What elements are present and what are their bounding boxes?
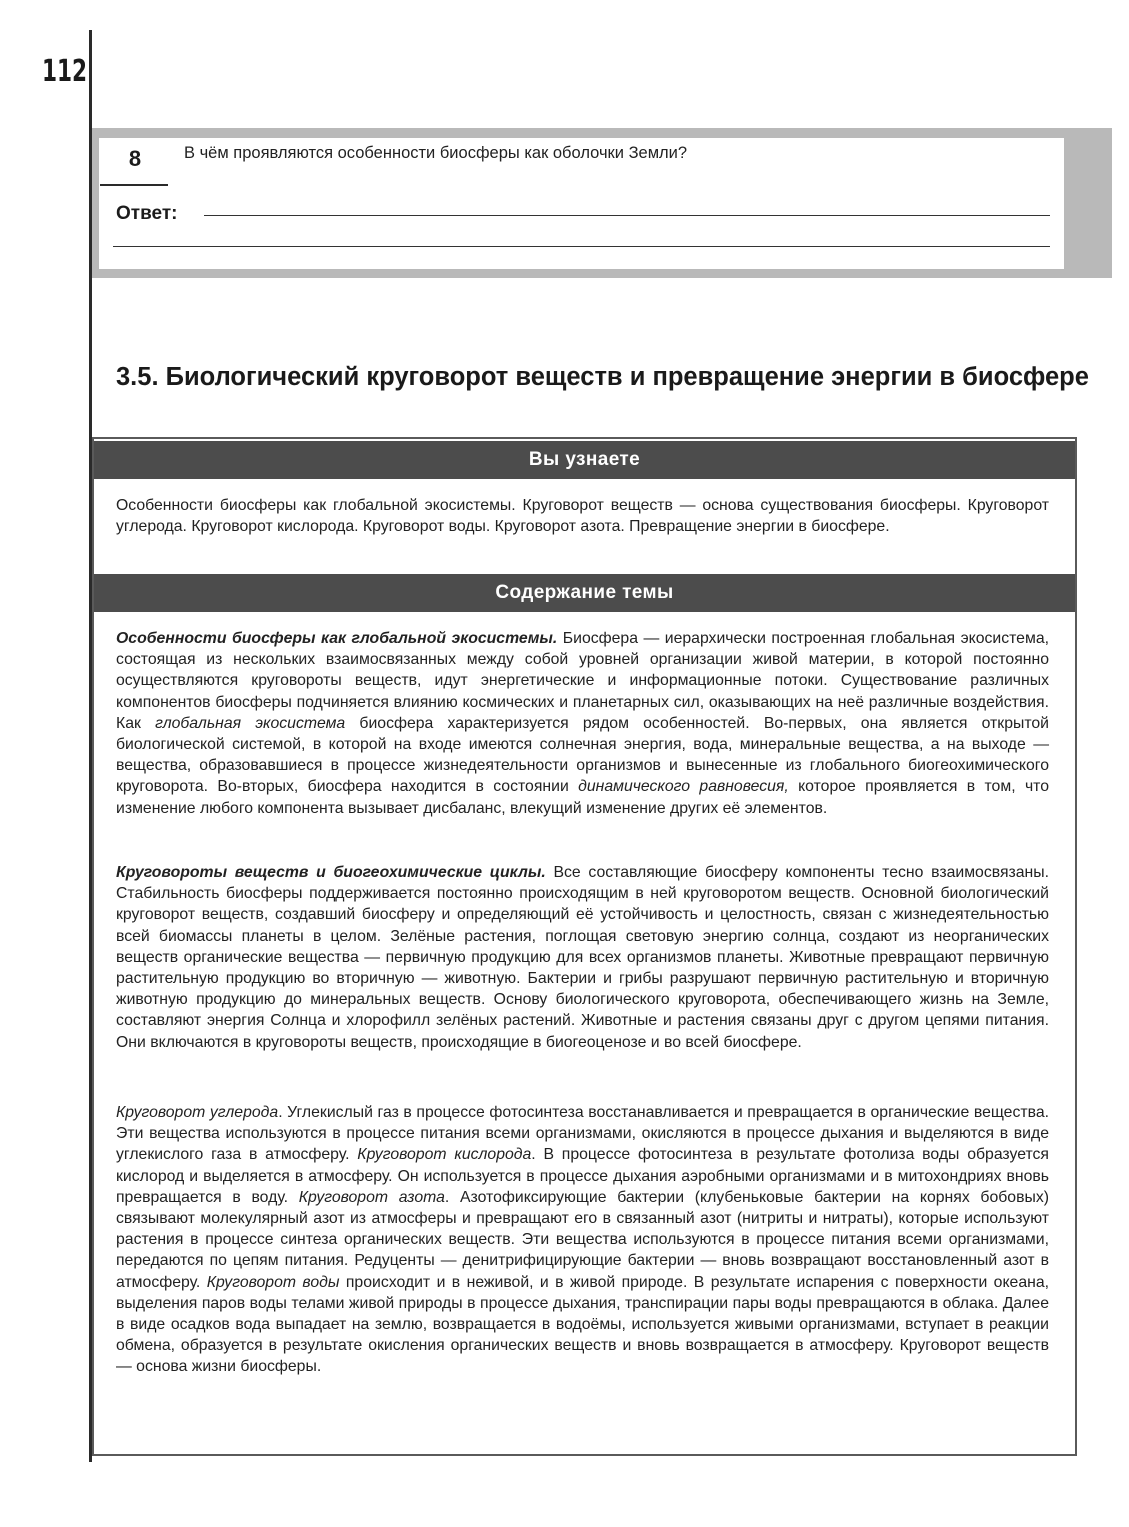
- learn-header: Вы узнаете: [94, 441, 1075, 479]
- paragraph-text: . В процессе фотосинтеза в результате фотолиза воды образуется кислород и выделяется в атмосферу. Он используется в процессе дыхания аэробными организмами и в митохондриях вновь превращается в воду.: [116, 1146, 1049, 1206]
- paragraph-biosphere-features: [116, 628, 1049, 819]
- italic-term: Круговорот углерода: [116, 1104, 279, 1121]
- paragraph-text: Все составляющие биосферу компоненты тесно взаимосвязаны. Стабильность биосферы поддерживается постоянно происходящим в ней круговоротом веществ. Основной биологический круговорот веществ, создавший биосферу и определяющий её устойчивость и целостность, связан с жизнедеятельностью всей биомассы планеты в целом. Зелёные растения, поглощая световую энергию солнца, создают из неорганических веществ органические вещества — первичную продукцию для всех организмов планеты. Животные превращают первичную растительную продукцию во вторичную — животную. Бактерии и грибы разрушают первичную растительную и вторичную животную продукцию до минеральных веществ. Основу биологического круговорота, обеспечивающего жизнь на Земле, составляют энергия Солнца и хлорофилл зелёных растений. Животные и растения связаны друг с другом цепями питания. Они включаются в круговороты веществ, происходящие в биогеоценозе и во всей биосфере.: [116, 864, 1050, 1051]
- content-header: Содержание темы: [94, 574, 1075, 612]
- paragraph-text: происходит и в неживой, и в живой природе. В результате испарения с поверхности океана, выделения паров воды телами живой природы в процессе дыхания, транспирации пары воды превращаются в облака. Далее в виде осадков вода выпадает на землю, возвращается в водоёмы, используется живыми организмами, вступает в реакции обмена, образуется в результате окисления органических веществ и вновь возвращается в атмосферу. Круговорот веществ — основа жизни биосферы.: [116, 1273, 1050, 1376]
- task-question: В чём проявляются особенности биосферы как оболочки Земли?: [184, 144, 688, 162]
- paragraph-element-cycles: [116, 1102, 1049, 1378]
- paragraph-text: . Углекислый газ в процессе фотосинтеза восстанавливается и превращается в органические вещества. Эти вещества используются в процессе питания всеми организмами, окисляются в процессе дыхания и выделяются в виде углекислого газа в атмосферу.: [116, 1104, 1049, 1164]
- answer-line: [204, 215, 1050, 216]
- page-number: 112: [42, 54, 88, 89]
- paragraph-text: биосфера характеризуется рядом особенностей. Во-первых, она является открытой биологической системой, в которой на входе имеются солнечная энергия, вода, минеральные вещества, а на выходе — вещества, образовавшиеся в процессе жизнедеятельности организмов и вынесенные из глобального биогеохимического круговорота. Во-вторых, биосфера находится в состоянии: [116, 714, 1049, 796]
- italic-term: динамического равновесия,: [578, 778, 789, 796]
- paragraph-text: Биосфера — иерархически построенная глобальная экосистема, состоящая из нескольких взаимосвязанных между собой уровней организации живой материи, в которой постоянно осуществляются круговороты веществ, идут энергетические и информационные потоки. Существование различных компонентов биосферы подчиняется влиянию космических и планетарных сил, оказывающих на неё различные воздействия. Как: [116, 630, 1049, 732]
- task-number-underline: [100, 184, 168, 186]
- italic-term: глобальная экосистема: [155, 714, 346, 732]
- task-number: 8: [128, 146, 142, 171]
- paragraph-cycles: [116, 862, 1049, 1053]
- paragraph-text: которое проявляется в том, что изменение любого компонента вызывает дисбаланс, влекущий изменение других её элементов.: [116, 778, 1050, 817]
- section-title: 3.5. Биологический круговорот веществ и превращение энергии в биосфере: [116, 363, 1089, 391]
- paragraph-text: . Азотофиксирующие бактерии (клубеньковые бактерии на корнях бобовых) связывают молекулярный азот из атмосферы и превращают его в связанный азот (нитриты и нитраты), которые используют растения в процессе синтеза органических веществ. Эти вещества используются в процессе питания всеми организмами, передаются по цепям питания. Редуценты — денитрифицирующие бактерии — вновь возвращают восстановленный азот в атмосферу.: [116, 1188, 1049, 1291]
- italic-term: Круговорот азота: [298, 1188, 445, 1206]
- answer-label: Ответ:: [116, 203, 178, 224]
- italic-term: Круговорот кислорода: [357, 1146, 532, 1164]
- answer-line: [113, 246, 1050, 247]
- italic-term: Круговорот воды: [206, 1273, 340, 1291]
- paragraph-heading: Особенности биосферы как глобальной экосистемы.: [116, 630, 558, 647]
- learn-text: Особенности биосферы как глобальной экосистемы. Круговорот веществ — основа существования биосферы. Круговорот углерода. Круговорот кислорода. Круговорот воды. Круговорот азота. Превращение энергии в биосфере.: [116, 497, 1049, 536]
- paragraph-heading: Круговороты веществ и биогеохимические циклы.: [116, 864, 546, 881]
